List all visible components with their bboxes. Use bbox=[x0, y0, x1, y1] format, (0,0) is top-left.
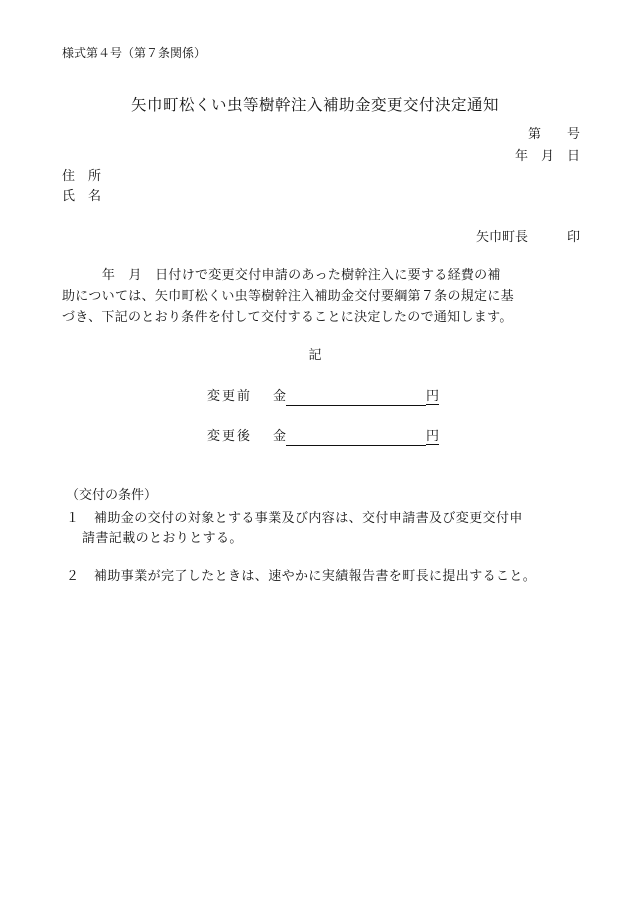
amount-suffix: 円 bbox=[426, 429, 440, 444]
conditions-heading: （交付の条件） bbox=[66, 488, 158, 503]
amount-label: 変更後 bbox=[207, 429, 253, 444]
condition-number: ２ bbox=[66, 569, 80, 584]
condition-continuation: 請書記載のとおりとする。 bbox=[82, 531, 243, 546]
amount-prefix: 金 bbox=[273, 429, 287, 444]
condition-item bbox=[66, 510, 523, 528]
document-date: 年 月 日 bbox=[514, 149, 580, 164]
amount-suffix: 円 bbox=[426, 389, 440, 404]
body-line: づき、下記のとおり条件を付して交付することに決定したので通知します。 bbox=[62, 310, 513, 325]
issuer-line: 矢巾町長 印 bbox=[475, 230, 580, 245]
document-title: 矢巾町松くい虫等樹幹注入補助金変更交付決定通知 bbox=[130, 96, 499, 114]
amount-prefix: 金 bbox=[273, 389, 287, 404]
form-number: 様式第４号（第７条関係） bbox=[62, 46, 207, 60]
amount-label: 変更前 bbox=[207, 389, 253, 404]
amount-blank-line bbox=[286, 389, 426, 406]
name-label: 氏 名 bbox=[62, 189, 102, 204]
amount-after bbox=[207, 428, 439, 446]
condition-text: 補助事業が完了したときは、速やかに実績報告書を町長に提出すること。 bbox=[94, 569, 537, 584]
condition-number: １ bbox=[66, 511, 80, 526]
body-line: 助については、矢巾町松くい虫等樹幹注入補助金交付要綱第７条の規定に基 bbox=[62, 289, 514, 304]
condition-text: 補助金の交付の対象とする事業及び内容は、交付申請書及び変更交付申 bbox=[94, 511, 523, 526]
condition-item bbox=[66, 568, 536, 586]
document-number: 第 号 bbox=[527, 127, 580, 142]
address-label: 住 所 bbox=[62, 169, 102, 184]
amount-before bbox=[207, 388, 439, 406]
ki-heading: 記 bbox=[308, 348, 322, 363]
amount-blank-line bbox=[286, 429, 426, 446]
body-line: 年 月 日付けで変更交付申請のあった樹幹注入に要する経費の補 bbox=[62, 268, 501, 283]
notice-body bbox=[62, 265, 592, 328]
